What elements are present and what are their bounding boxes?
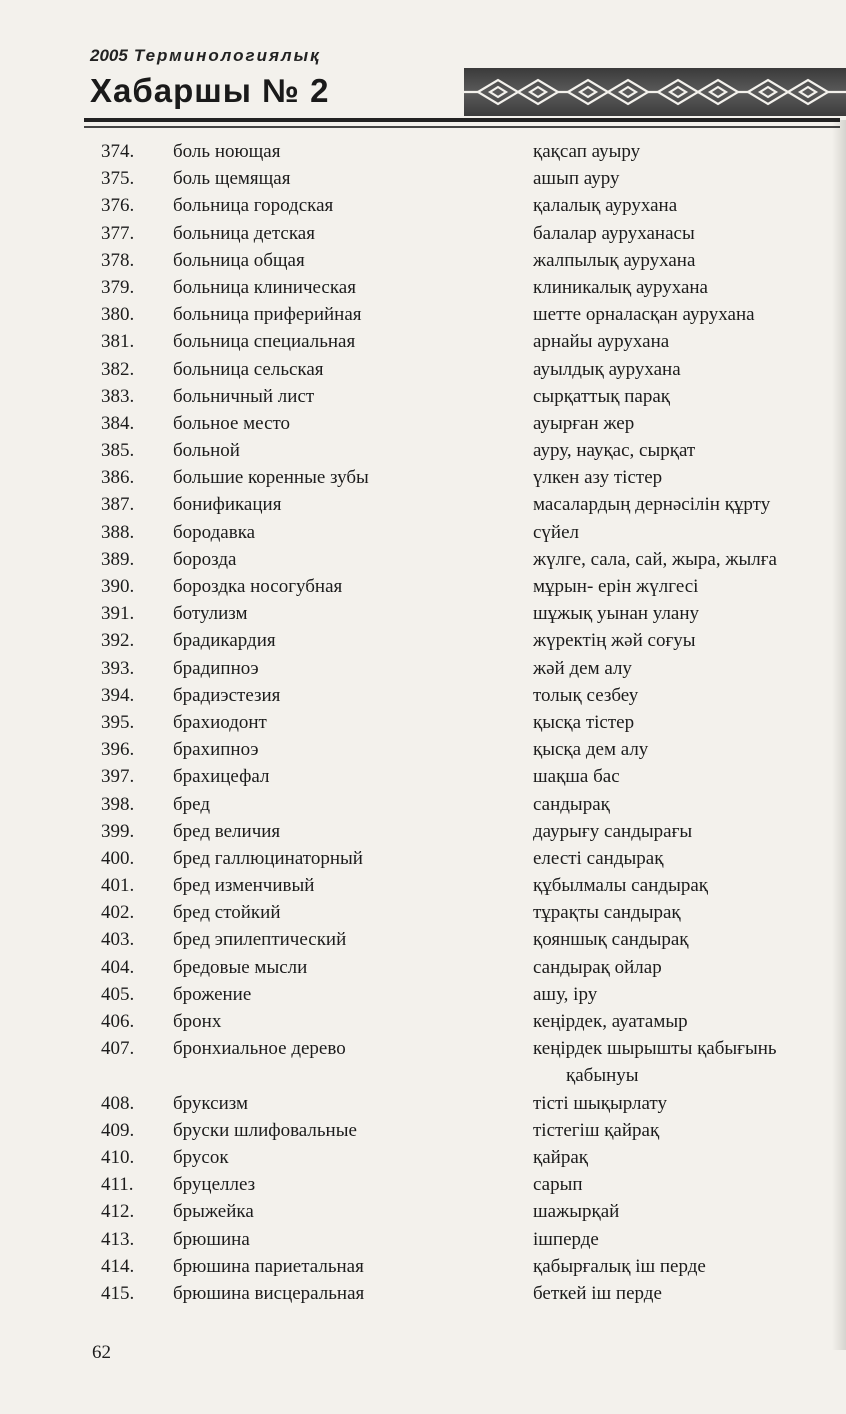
russian-term: бред величия [173,820,281,842]
kazakh-term: сырқаттық парақ [533,385,670,407]
kazakh-term: шақша бас [533,766,620,788]
russian-term: бруксизм [173,1092,249,1114]
entry-number: 374. [101,141,135,162]
ornament-pattern-icon [464,68,846,116]
header-rule-thick [84,118,840,122]
entry-number: 414. [101,1255,135,1277]
kazakh-term: ауру, науқас, сырқат [533,440,696,462]
glossary-row [0,682,846,709]
ornament-bar [464,68,846,116]
russian-term: брадиэстезия [173,684,281,706]
entry-number: 386. [101,467,135,489]
entry-number: 415. [101,1282,135,1304]
russian-term: бред эпилептический [173,929,347,951]
russian-term: больное место [173,412,291,434]
kazakh-term: балалар ауруханасы [533,222,695,244]
entry-number: 376. [101,195,135,217]
russian-term: больница сельская [173,358,324,380]
glossary-row [0,247,846,274]
entry-number: 405. [101,983,135,1005]
entry-number: 407. [101,1038,135,1060]
entry-number: 393. [101,657,135,679]
glossary-row [0,1171,846,1198]
russian-term: больница городская [173,195,334,217]
kazakh-term: сүйел [533,521,580,543]
entry-number: 413. [101,1228,135,1250]
kazakh-term-continuation: қабынуы [566,1065,639,1087]
glossary-row [0,763,846,790]
entry-number: 396. [101,739,135,761]
russian-term: бред изменчивый [173,875,315,897]
entry-number: 387. [101,494,135,516]
russian-term: больница приферийная [173,304,362,326]
russian-term: брадипноэ [173,657,259,679]
kazakh-term: ашып ауру [533,168,620,190]
russian-term: бороздка носогубная [173,576,343,597]
russian-term: больница специальная [173,331,356,353]
russian-term: брусок [173,1146,229,1168]
glossary-row [0,926,846,953]
glossary-row [0,519,846,546]
journal-title: Хабаршы № 2 [90,72,330,109]
russian-term: бронх [173,1011,222,1032]
glossary-row [0,138,846,165]
kazakh-term: толық сезбеу [533,684,639,706]
year-label: 2005 [90,46,128,65]
entry-number: 401. [101,875,135,897]
page-number: 62 [92,1342,111,1363]
glossary-row [0,709,846,736]
russian-term: брахицефал [173,766,270,788]
entry-number: 381. [101,331,135,353]
entry-number: 399. [101,820,135,842]
kazakh-term: масалардың дернәсілін құрту [533,494,771,516]
russian-term: больница клиническая [173,276,356,298]
kazakh-term: арнайы аурухана [533,331,670,353]
russian-term: бред галлюцинаторный [173,847,363,869]
kazakh-term: ашу, іру [533,983,598,1005]
glossary-row [0,491,846,518]
entry-number: 385. [101,440,135,462]
entry-number: 395. [101,711,135,733]
entry-number: 377. [101,222,135,244]
russian-term: бруцеллез [173,1174,256,1196]
kazakh-term: жүлге, сала, сай, жыра, жылға [533,548,777,570]
russian-term: больница детская [173,222,315,244]
glossary-row [0,464,846,491]
russian-term: борозда [173,548,237,570]
kazakh-term: қалалық аурухана [533,195,678,217]
kazakh-term: ішперде [533,1228,599,1250]
kazakh-term: сарып [533,1174,583,1196]
glossary-row [0,220,846,247]
kazakh-term: сандырақ [533,793,610,815]
glossary-row [0,954,846,981]
glossary-row [0,1280,846,1307]
russian-term: бронхиальное дерево [173,1038,346,1060]
entry-number: 391. [101,603,135,625]
kazakh-term: тұрақты сандырақ [533,902,681,924]
glossary-row [0,627,846,654]
glossary-row [0,981,846,1008]
entry-number: 411. [101,1174,134,1196]
kazakh-term: үлкен азу тістер [533,467,663,489]
glossary-row [0,274,846,301]
glossary-row [0,546,846,573]
russian-term: брюшина висцеральная [173,1282,365,1304]
russian-term: брыжейка [173,1201,254,1223]
glossary-row [0,1253,846,1280]
glossary-row [0,899,846,926]
glossary-row [0,791,846,818]
russian-term: больничный лист [173,385,315,407]
kazakh-term: жүректің жәй соғуы [533,630,696,652]
kazakh-term: сандырақ ойлар [533,956,662,978]
russian-term: больной [173,440,240,462]
russian-term: больница общая [173,249,305,271]
russian-term: брахипноэ [173,739,259,761]
russian-term: бородавка [173,521,256,543]
glossary-row [0,818,846,845]
russian-term: бред стойкий [173,902,281,924]
russian-term: боль щемящая [173,168,291,190]
entry-number: 400. [101,847,135,869]
kazakh-term: елесті сандырақ [533,847,664,869]
entry-number: 397. [101,766,135,788]
kazakh-term: шажырқай [533,1201,620,1223]
entry-number: 402. [101,902,135,924]
glossary-row [0,1035,846,1089]
kazakh-term: қақсап ауыру [533,141,641,162]
glossary-row [0,437,846,464]
kazakh-term: қабырғалық іш перде [533,1255,706,1277]
kazakh-term: қысқа тістер [533,711,635,733]
glossary-row [0,1117,846,1144]
entry-number: 382. [101,358,135,380]
kazakh-term: кеңірдек шырышты қабығынь [533,1038,777,1060]
kazakh-term: даурығу сандырағы [533,820,693,842]
russian-term: бред [173,793,211,815]
russian-term: большие коренные зубы [173,467,369,489]
kazakh-term: ауырған жер [533,412,635,434]
glossary-row [0,383,846,410]
entry-number: 383. [101,385,135,407]
glossary-row [0,1144,846,1171]
glossary-row [0,301,846,328]
glossary-row [0,328,846,355]
glossary-entries [0,138,846,1307]
russian-term: бонификация [173,494,282,516]
russian-term: бруски шлифовальные [173,1119,357,1141]
kazakh-term: шетте орналасқан аурухана [533,304,755,326]
kazakh-term: шұжық уынан улану [533,603,700,625]
entry-number: 394. [101,684,135,706]
entry-number: 390. [101,576,135,597]
glossary-row [0,192,846,219]
kazakh-term: қояншық сандырақ [533,929,689,951]
kazakh-term: қысқа дем алу [533,739,649,761]
russian-term: брюшина париетальная [173,1255,364,1277]
kazakh-term: қайрақ [533,1146,588,1168]
glossary-row [0,1226,846,1253]
entry-number: 408. [101,1092,135,1114]
title-band [84,68,846,116]
kazakh-term: жәй дем алу [533,657,632,679]
entry-number: 379. [101,276,135,298]
entry-number: 398. [101,793,135,815]
subtitle-label: Терминологиялық [133,46,321,65]
glossary-row [0,655,846,682]
entry-number: 380. [101,304,135,326]
russian-term: брюшина [173,1228,250,1250]
glossary-row [0,410,846,437]
kazakh-term: құбылмалы сандырақ [533,875,708,897]
glossary-row [0,1198,846,1225]
russian-term: брадикардия [173,630,276,652]
entry-number: 410. [101,1146,135,1168]
entry-number: 384. [101,412,135,434]
entry-number: 403. [101,929,135,951]
russian-term: брожение [173,983,252,1005]
entry-number: 388. [101,521,135,543]
kazakh-term: кеңірдек, ауатамыр [533,1011,688,1032]
entry-number: 375. [101,168,135,190]
kazakh-term: жалпылық аурухана [533,249,696,271]
russian-term: ботулизм [173,603,248,625]
header-rule-thin [84,126,840,128]
page-edge-shadow [832,120,846,1350]
russian-term: бредовые мысли [173,956,308,978]
journal-subtitle [90,46,321,66]
entry-number: 392. [101,630,135,652]
glossary-row [0,845,846,872]
glossary-row [0,573,846,600]
glossary-row [0,600,846,627]
glossary-row [0,736,846,763]
entry-number: 412. [101,1201,135,1223]
entry-number: 404. [101,956,135,978]
entry-number: 389. [101,548,135,570]
glossary-row [0,165,846,192]
entry-number: 409. [101,1119,135,1141]
entry-number: 406. [101,1011,135,1032]
kazakh-term: тісті шықырлату [533,1092,667,1114]
glossary-row [0,1090,846,1117]
glossary-row [0,356,846,383]
glossary-row [0,1008,846,1035]
entry-number: 378. [101,249,135,271]
russian-term: боль ноющая [173,141,281,162]
kazakh-term: тістегіш қайрақ [533,1119,660,1141]
kazakh-term: мұрын- ерін жүлгесі [533,576,699,597]
glossary-row [0,872,846,899]
kazakh-term: ауылдық аурухана [533,358,681,380]
kazakh-term: беткей іш перде [533,1282,662,1304]
kazakh-term: клиникалық аурухана [533,276,708,298]
russian-term: брахиодонт [173,711,267,733]
page-header [0,0,846,135]
